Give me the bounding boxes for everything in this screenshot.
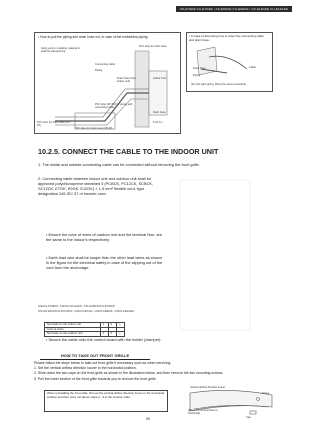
- table-cell-label: Color of wires: [45, 327, 101, 332]
- table-cell: 2: [109, 323, 117, 328]
- label-dimension: 5-10 cm: [153, 121, 163, 124]
- table-row: [45, 332, 125, 337]
- label-pvc-vp30: PVC tube for drain hose (VP-30): [37, 121, 71, 127]
- grille-step-1: 1. Set the vertical airflow direction louver to the horizontal position.: [34, 366, 137, 370]
- embedded-piping-figure-box: [34, 32, 181, 134]
- grille-section-title: HOW TO TAKE OUT FRONT GRILLE: [40, 353, 150, 360]
- table-cell: 2: [109, 332, 117, 337]
- label-move-vane: (Move the vertical vane to horizontal): [188, 409, 218, 415]
- bullet-earth-lead: [46, 256, 164, 271]
- terminal-table: [44, 322, 125, 337]
- page-number: 39: [146, 417, 150, 421]
- step-2-text: 2. Connecting cable between indoor unit and outdoor unit shall be approved polychloroprene sheathed 3 (PCBCK, PC12CK, SCBCK, SC12CK, E7GK, E9GK, E12GK) × 1.5 mm² flexible cord, type designation 245 IEC 57 or heavier cord.: [38, 176, 154, 196]
- cap-marker: [250, 411, 256, 414]
- table-cell: 1: [101, 332, 109, 337]
- right-piping-caption: (For the right piping, follow the same procedure): [191, 83, 247, 86]
- label-pvc-ceiling: PVC tube for drain hose: [139, 45, 167, 48]
- label-indoor-unit: Indoor Unit: [153, 77, 166, 80]
- step-1: [38, 163, 266, 168]
- table-cell-label: Terminals on the outdoor unit: [45, 332, 101, 337]
- label-apply-putty: Apply putty or caulking material to seal the wall opening.: [41, 47, 80, 53]
- left-piping-note: • In case of left piping how to insert the connecting cable and drain hose.: [189, 34, 264, 42]
- step-2: [38, 177, 164, 197]
- bullet-earth-lead-text: • Earth lead wire shall be longer than the other lead wires as shown in the figure for the electrical safety in case of the slipping out of the cord from the anchorage.: [46, 255, 163, 270]
- model-header: CS-E7GKE CU-E7GKE / CS-E9GKE CU-E9GKE / CS-E12GKE CU-E12GKE: [176, 6, 292, 12]
- control-board: [180, 180, 250, 330]
- label-louver: Vertical airflow direction louver: [190, 386, 226, 389]
- bullet-ensure-color-text: • Ensure the color of wires of outdoor unit and the terminal Nos. are the same to the indoor's respectively.: [46, 232, 162, 242]
- grille-intro: Please follow the steps below to take out front grille if necessary such as when servicing.: [34, 361, 172, 365]
- label-piping: Piping: [95, 69, 103, 72]
- label-pvc-piping: PVC tube (VP-65) for piping and connecting cable: [95, 103, 133, 109]
- bullet-ensure-color: [46, 233, 164, 243]
- grille-step-3: 3. Pull the lower section of the front grille towards you to remove the front grille.: [34, 377, 157, 381]
- table-cell: 1: [101, 323, 109, 328]
- label-connecting-cable: Connecting cable: [95, 63, 116, 66]
- grille-step-2: 2. Slide down the two caps on the front grille as shown in the illustration below, and then remove the two mounting screws.: [34, 371, 224, 375]
- label-drain-hose: Drain hose (from indoor unit): [117, 77, 137, 83]
- label-cap: Cap: [246, 416, 251, 419]
- bullet-secure-cable: [46, 338, 164, 343]
- label-screw: Screw: [262, 392, 270, 395]
- label-drain-pipe: Drain hose: [153, 111, 166, 114]
- embedded-piping-note: • How to pull the piping and drain hose out, in case of the embedded piping.: [38, 35, 149, 39]
- table-cell: ⏚: [117, 323, 125, 328]
- reinstall-note: When reinstalling the front grille, first set the vertical airflow direction louver to the horizontal position and then carry out above steps 2 - 3 in the reverse order.: [44, 390, 168, 412]
- label-cable: Cable: [249, 66, 256, 69]
- table-cell: ⏚: [117, 332, 125, 337]
- indoor-wiring-diagram: [170, 170, 270, 340]
- label-pvc-drain: PVC tube for drain hose (VP-30): [75, 127, 113, 130]
- left-piping-figure-box: [186, 32, 273, 92]
- models-line-1: CS/CU-PC8CK, CS/CU-PC12CK, CS-SC8CK/CU-PC8CK: [38, 304, 116, 308]
- bullet-secure-cable-text: • Secure the cable onto the control board with the holder (clamper).: [46, 337, 162, 342]
- step-1-text: 1. The inside and outside connecting cable can be connected without removing the front grille.: [38, 162, 200, 167]
- label-drain-hose-right: Drain hose: [193, 67, 206, 70]
- label-piping-right: Piping: [193, 74, 201, 77]
- table-cell-label: Terminals on the indoor unit: [45, 323, 101, 328]
- section-title: 10.2.5. CONNECT THE CABLE TO THE INDOOR UNIT: [38, 147, 219, 156]
- models-line-2: CS-SC12CK/CU-PC12CK, CS/CU-E7GK, CS/CU-E9GK, CS/CU-E12GK: [38, 309, 135, 313]
